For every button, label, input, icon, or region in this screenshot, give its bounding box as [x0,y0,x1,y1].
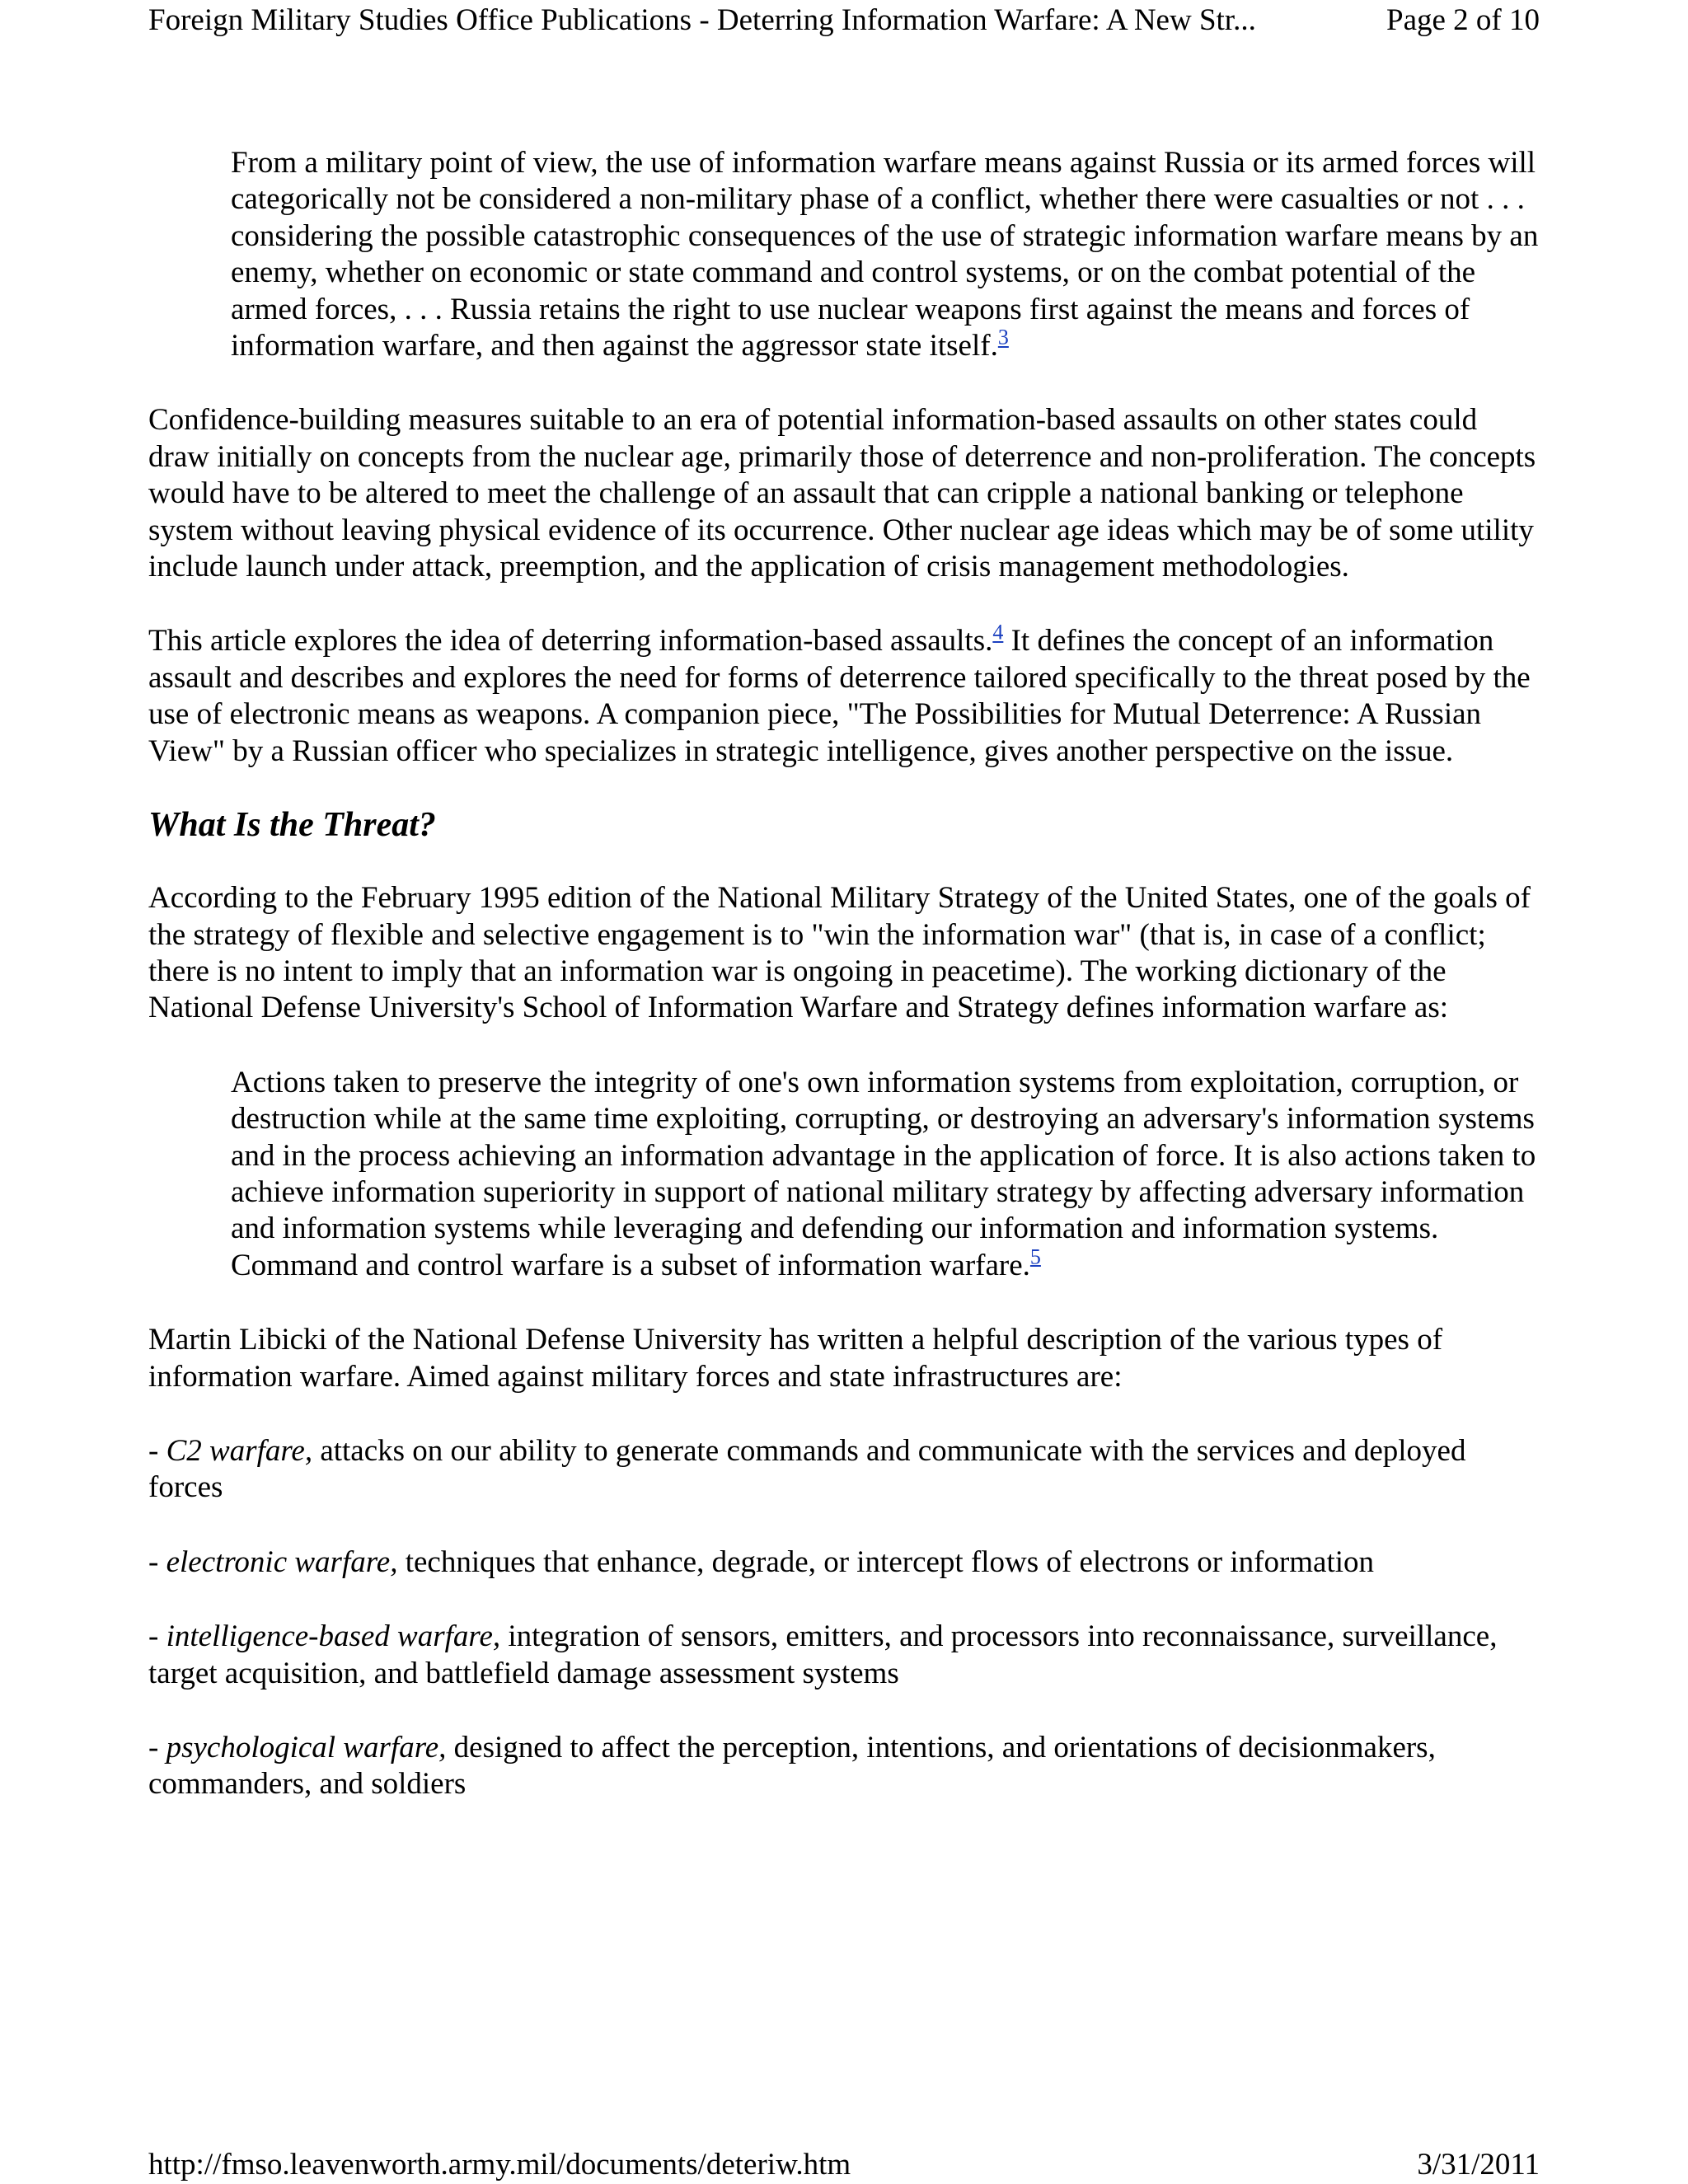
print-header [148,0,1540,41]
paragraph-confidence-building: Confidence-building measures suitable to an era of potential information-based assaults on other states could draw initially on concepts from the nuclear age, primarily those of deterrence and non-proliferation. The concepts would have to be altered to meet the challenge of an assault that can cripple a national banking or telephone system without leaving physical evidence of its occurrence. Other nuclear age ideas which may be of some utility include launch under attack, preemption, and the application of crisis management methodologies. [148,403,1536,584]
article-body [148,145,1541,1803]
list-dash: - [148,1544,166,1579]
footnote-link-5[interactable]: 5 [1029,1244,1041,1269]
list-description: designed to affect the perception, intentions, and orientations of decisionmakers, commanders, and soldiers [148,1731,1436,1802]
list-description: techniques that enhance, degrade, or intercept flows of electrons or information [397,1544,1375,1579]
list-term: electronic warfare, [166,1544,398,1579]
list-item-intelligence-based-warfare [148,1619,1541,1692]
block-quote-definition [148,1065,1550,1284]
paragraph-text-before: This article explores the idea of deterring information-based assaults. [148,624,993,658]
list-term: intelligence-based warfare, [166,1619,501,1654]
paragraph-text-after: It defines the concept of an information assault and describes and explores the need for forms of deterrence tailored specifically to the threat posed by the use of electronic means as weapons. A companion piece, "The Possibilities for Mutual Deterrence: A Russian View" by a Russian officer who specializes in strategic intelligence, gives another perspective on the issue. [148,624,1531,768]
print-footer [148,2145,1540,2184]
block-quote-text: Actions taken to preserve the integrity of one's own information systems from exploitation, corruption, or destruction while at the same time exploiting, corrupting, or destroying an adversary's information systems and in the process achieving an information advantage in the application of force. It is also actions taken to achieve information superiority in support of national military strategy by affecting adversary information and information systems while leveraging and defending our information and information systems. Command and control warfare is a subset of information warfare. [231,1065,1536,1282]
list-item-c2-warfare [148,1433,1541,1507]
list-term: C2 warfare, [166,1433,313,1468]
list-term: psychological warfare, [166,1731,447,1765]
list-dash: - [148,1731,166,1765]
page-number: Page 2 of 10 [1386,3,1540,37]
warfare-types-list [148,1433,1541,1803]
list-description: attacks on our ability to generate commands and communicate with the services and deployed forces [148,1433,1466,1505]
print-date: 3/31/2011 [1417,2148,1540,2182]
list-item-electronic-warfare [148,1544,1541,1581]
block-quote-text: From a military point of view, the use of information warfare means against Russia or its armed forces will categorically not be considered a non-military phase of a conflict, whether there were casualties or not . . . considering the possible catastrophic consequences of the use of strategic information warfare means by an enemy, whether on economic or state command and control systems, or on the combat potential of the armed forces, . . . Russia retains the right to use nuclear weapons first against the means and forces of information warfare, and then against the aggressor state itself. [231,146,1539,363]
page-title: Foreign Military Studies Office Publications - Deterring Information Warfare: A New Str... [148,3,1256,37]
paragraph-libicki: Martin Libicki of the National Defense University has written a helpful description of the various types of information warfare. Aimed against military forces and state infrastructures are: [148,1323,1443,1394]
list-dash: - [148,1433,166,1468]
list-item-psychological-warfare [148,1730,1541,1803]
paragraph-article-explores [148,623,1541,770]
footnote-link-3[interactable]: 3 [997,325,1009,349]
list-dash: - [148,1619,166,1654]
paragraph-national-military-strategy: According to the February 1995 edition of the National Military Strategy of the United States, one of the goals of the strategy of flexible and selective engagement is to "win the information war" (that is, in case of a conflict; there is no intent to imply that an information war is ongoing in peacetime). The working dictionary of the National Defense University's School of Information Warfare and Strategy defines information warfare as: [148,881,1531,1025]
section-heading: What Is the Threat? [148,806,436,845]
list-description: integration of sensors, emitters, and processors into reconnaissance, surveillance, target acquisition, and battlefield damage assessment systems [148,1619,1498,1690]
footnote-link-4[interactable]: 4 [992,621,1004,645]
block-quote-russia [148,145,1550,364]
page-url: http://fmso.leavenworth.army.mil/documents/deteriw.htm [148,2148,851,2182]
